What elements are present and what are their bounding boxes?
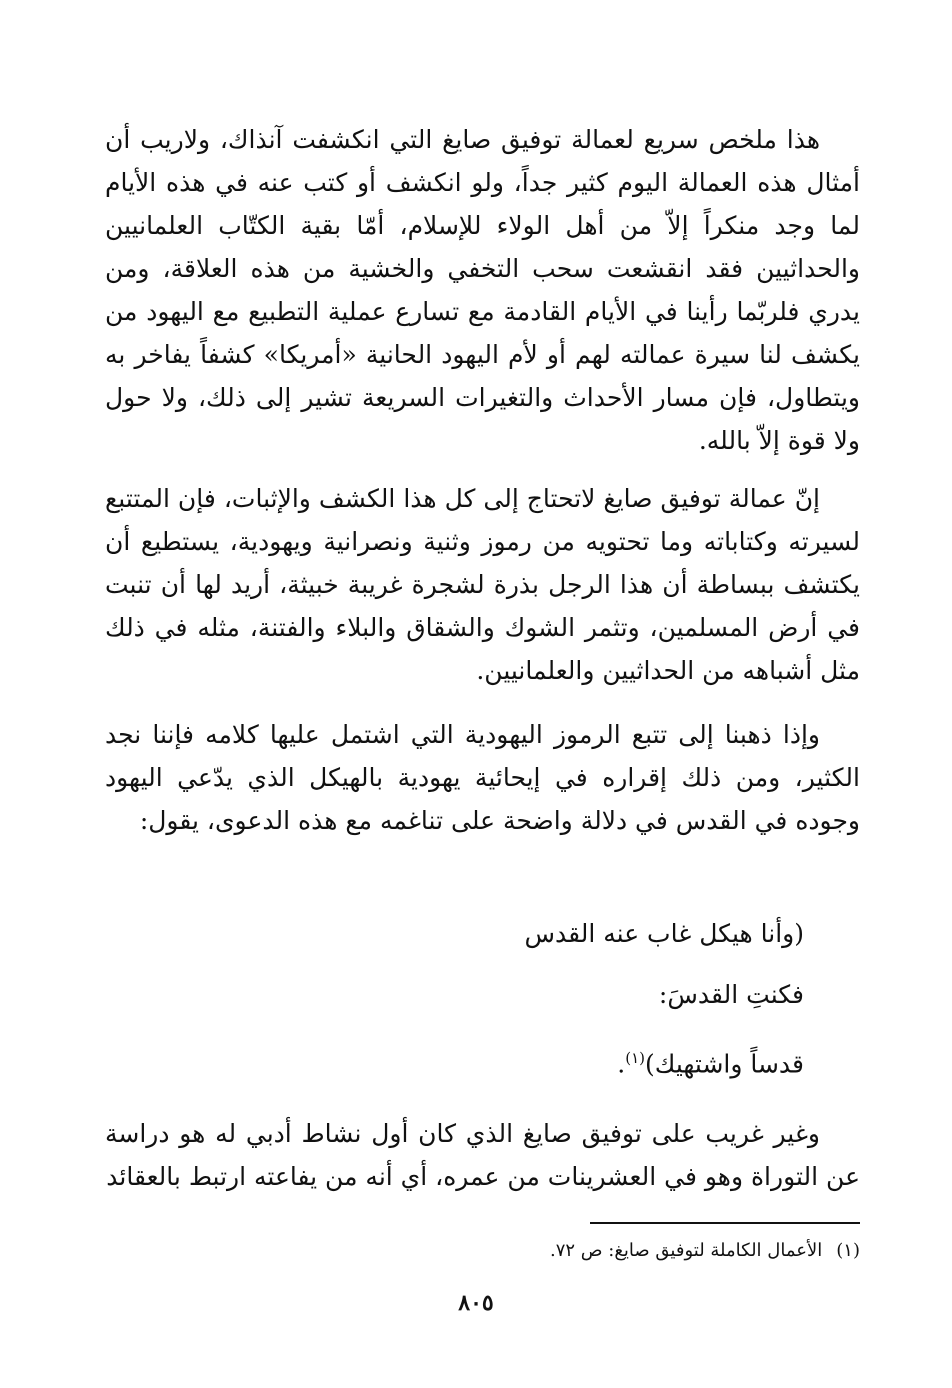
poem-verse-2: فكنتِ القدسَ: bbox=[658, 980, 804, 1009]
paragraph-3: وإذا ذهبنا إلى تتبع الرموز اليهودية التي اشتمل عليها كلامه فإننا نجد الكثير، ومن ذلك إقراره في إيحائية يهودية بالهيكل الذي يدّعي اليهود وجوده في القدس في دلالة واضحة على تناغمه مع هذه الدعوى، يقول: bbox=[105, 720, 860, 835]
poem-verse-1: (وأنا هيكل غاب عنه القدس bbox=[524, 919, 804, 948]
paragraph-2: إنّ عمالة توفيق صايغ لاتحتاج إلى كل هذا الكشف والإثبات، فإن المتتبع لسيرته وكتاباته وما تحتويه من رموز وثنية ونصرانية ويهودية، يستطيع أن يكتشف ببساطة أن هذا الرجل بذرة لشجرة غريبة خبيثة، أريد لها أن تنبت في أرض المسلمين، وتثمر الشوك والشقاق والبلاء والفتنة، مثله في ذلك مثل أشباهه من الحداثيين والعلمانيين. bbox=[105, 484, 860, 685]
poem-verse-3-text: قدساً واشتهيك) bbox=[645, 1049, 804, 1079]
paragraph-4: وغير غريب على توفيق صايغ الذي كان أول نشاط أدبي له هو دراسة عن التوراة وهو في العشرينات من عمره، أي أنه من يفاعته ارتبط بالعقائد bbox=[105, 1119, 860, 1191]
poem-verse-3-end: . bbox=[617, 1049, 626, 1079]
footnote-number: (١) bbox=[836, 1240, 860, 1261]
paragraph-1: هذا ملخص سريع لعمالة توفيق صايغ التي انكشفت آنذاك، ولاريب أن أمثال هذه العمالة اليوم كثير جداً، ولو انكشف أو كتب عنه في هذه الأيام لما وجد منكراً إلاّ من أهل الولاء للإسلام، أمّا بقية الكتّاب العلمانيين والحداثيين فقد انقشعت سحب التخفي والخشية من هذه العلاقة، ومن يدري فلربّما رأينا في الأيام القادمة مع تسارع عملية التطبيع مع اليهود من يكشف لنا سيرة عمالته لهم أو لأم اليهود الحانية «أمريكا» كشفاً يفاخر به ويتطاول، فإن مسار الأحداث والتغيرات السريعة تشير إلى ذلك، ولا حول ولا قوة إلاّ بالله. bbox=[105, 125, 860, 455]
page-number: ٨٠٥ bbox=[458, 1290, 494, 1316]
footnote-reference: (١) bbox=[625, 1049, 646, 1067]
footnote-text: الأعمال الكاملة لتوفيق صايغ: ص ٧٢. bbox=[549, 1240, 823, 1261]
poem-verse-3 bbox=[617, 1037, 804, 1085]
footnote bbox=[550, 1236, 860, 1266]
footnote-divider bbox=[590, 1222, 860, 1224]
